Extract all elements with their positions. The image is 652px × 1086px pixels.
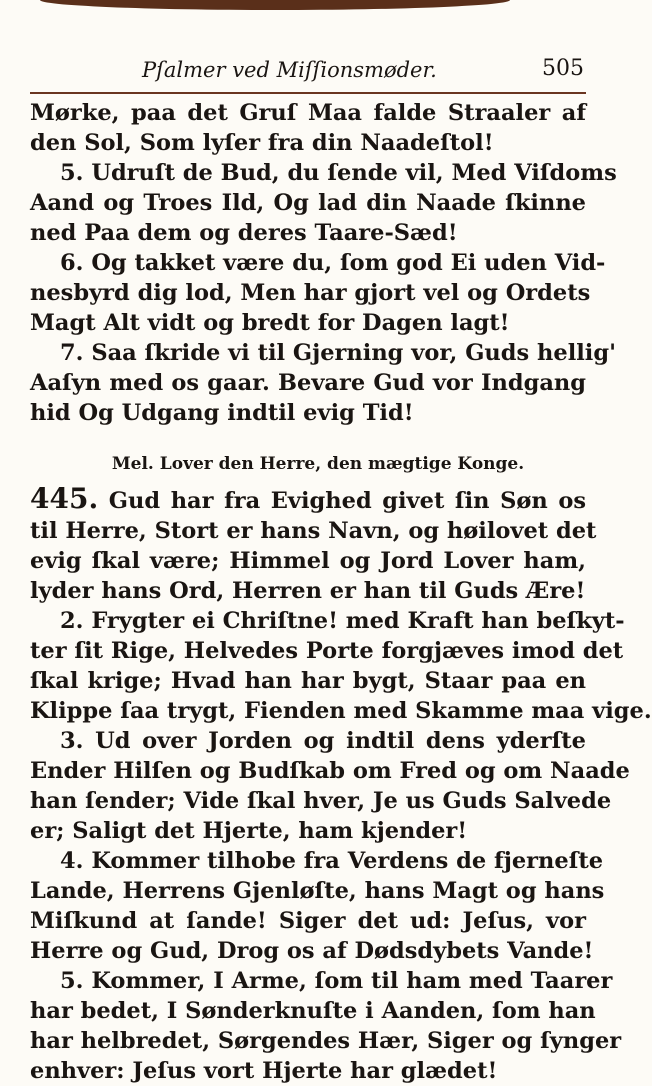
melody-indication: Mel. Lover den Herre, den mægtige Konge.	[111, 454, 525, 474]
text-line: nesbyrd dig lod, Men har gjort vel og Ordets	[30, 280, 591, 306]
text-line: 5. Udruſt de Bud, du ſende vil, Med Viſdoms	[60, 160, 617, 186]
page-top-edge	[40, 0, 510, 10]
text-line: Klippe ſaa trygt, Fienden med Skamme maa vige.	[30, 698, 652, 724]
text-line: Aand og Troes Ild, Og lad din Naade ſkinne	[30, 190, 586, 216]
text-line: Herre og Gud, Drog os af Dødsdybets Vande!	[30, 938, 594, 964]
header-rule	[30, 92, 586, 94]
text-line: Aaſyn med os gaar. Bevare Gud vor Indgang	[30, 370, 586, 396]
text-line: han ſender; Vide ſkal hver, Je us Guds Salvede	[30, 788, 612, 814]
text-line: 6. Og takket være du, ſom god Ei uden Vid-	[60, 250, 606, 276]
hymn-first-line	[30, 482, 586, 516]
text-line: Mørke, paa det Gruſ Maa falde Straaler af	[30, 100, 586, 126]
text-line: er; Saligt det Hjerte, ham kjender!	[30, 818, 468, 844]
hymn-445-text	[30, 482, 652, 1086]
text-line: Lande, Herrens Gjenløſte, hans Magt og hans	[30, 878, 605, 904]
text-line: 7. Saa ſkride vi til Gjerning vor, Guds hellig'	[60, 340, 616, 366]
text-line: 2. Frygter ei Chriſtne! med Kraft han beſkyt-	[60, 608, 625, 634]
text-line: har bedet, I Sønderknuſte i Aanden, ſom han	[30, 998, 596, 1024]
text-line: ter ſit Rige, Helvedes Porte forgjæves imod det	[30, 638, 624, 664]
hymn-first-line-text: Gud har fra Evighed givet ſin Søn os	[108, 488, 586, 514]
text-line: evig ſkal være; Himmel og Jord Lover ham,	[30, 548, 586, 574]
text-line: hid Og Udgang indtil evig Tid!	[30, 400, 414, 426]
previous-hymn-text	[30, 98, 617, 428]
text-line: Ender Hilſen og Budſkab om Fred og om Naade	[30, 758, 630, 784]
hymn-number: 445.	[30, 482, 99, 515]
text-line: ned Paa dem og deres Taare-Sæd!	[30, 220, 458, 246]
text-line: ſkal krige; Hvad han har bygt, Staar paa en	[30, 668, 586, 694]
page-header	[30, 50, 586, 92]
running-title: Pſalmer ved Miſſionsmøder.	[142, 58, 437, 82]
text-line: til Herre, Stort er hans Navn, og høilovet det	[30, 518, 597, 544]
text-line: den Sol, Som lyſer fra din Naadeſtol!	[30, 130, 494, 156]
text-line: 5. Kommer, I Arme, ſom til ham med Taarer	[60, 968, 613, 994]
text-line: 4. Kommer tilhobe fra Verdens de fjerneſte	[60, 848, 604, 874]
text-line: enhver: Jeſus vort Hjerte har glædet!	[30, 1058, 498, 1084]
text-line: Magt Alt vidt og bredt for Dagen lagt!	[30, 310, 510, 336]
text-line: 3. Ud over Jorden og indtil dens yderſte	[60, 728, 586, 754]
book-page	[30, 50, 652, 1086]
page-number: 505	[542, 56, 584, 81]
text-line: lyder hans Ord, Herren er han til Guds Ære!	[30, 578, 586, 604]
text-line: har helbredet, Sørgendes Hær, Siger og ſynger	[30, 1028, 622, 1054]
text-line: Miſkund at ſande! Siger det ud: Jeſus, vor	[30, 908, 586, 934]
